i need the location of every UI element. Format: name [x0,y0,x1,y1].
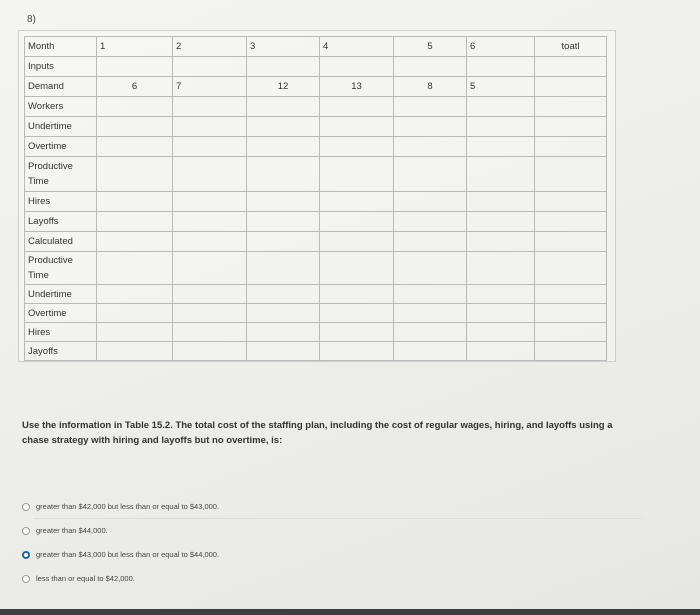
table-cell[interactable] [467,304,535,323]
table-cell[interactable] [320,157,394,192]
table-cell[interactable] [97,97,173,117]
table-cell[interactable]: 8 [394,77,467,97]
table-cell[interactable] [97,157,173,192]
table-cell[interactable] [535,304,607,323]
table-cell[interactable] [173,137,247,157]
row-label: Undertime [25,285,97,304]
question-number: 8) [27,14,36,25]
table-row [25,252,607,285]
header-cell: 4 [320,37,394,57]
table-cell[interactable]: 7 [173,77,247,97]
option-label: less than or equal to $42,000. [36,574,135,583]
table-cell[interactable] [467,232,535,252]
row-label: Inputs [25,57,97,77]
table-cell[interactable] [97,192,173,212]
table-cell[interactable] [173,285,247,304]
table-cell[interactable] [394,97,467,117]
row-label: Productive Time [25,157,97,192]
table-cell[interactable] [394,57,467,77]
table-cell[interactable] [173,323,247,342]
table-cell[interactable] [394,304,467,323]
option-label: greater than $43,000 but less than or equal to $44,000. [36,550,220,559]
table-cell[interactable] [247,304,320,323]
table-cell[interactable] [320,232,394,252]
table-cell[interactable] [247,232,320,252]
row-label: Jayoffs [25,342,97,361]
table-row [25,304,607,323]
table-cell[interactable] [247,285,320,304]
table-cell[interactable] [394,212,467,232]
table-cell[interactable] [97,252,173,285]
table-row [25,342,607,361]
row-label: Overtime [25,137,97,157]
option-label: greater than $44,000. [36,526,108,535]
table-cell[interactable] [467,212,535,232]
table-row [25,323,607,342]
table-cell[interactable] [173,232,247,252]
table-header-row [25,37,607,57]
header-cell: toatl [535,37,607,57]
table-cell[interactable] [535,97,607,117]
table-cell[interactable] [247,117,320,137]
row-label: Calculated [25,232,97,252]
option-label: greater than $42,000 but less than or equal to $43,000. [36,502,220,511]
table-cell[interactable] [173,97,247,117]
table-cell[interactable] [535,192,607,212]
table-cell[interactable] [467,252,535,285]
screen-bottom-edge [0,609,700,615]
table-cell[interactable] [97,117,173,137]
staffing-table [24,36,607,361]
table-row [25,192,607,212]
table-cell[interactable]: 5 [467,77,535,97]
table-cell[interactable] [535,252,607,285]
table-cell[interactable] [247,57,320,77]
table-cell[interactable] [394,342,467,361]
table-cell[interactable] [247,323,320,342]
answer-option[interactable] [22,574,642,583]
table-cell[interactable] [320,97,394,117]
table-cell[interactable] [535,232,607,252]
table-cell[interactable] [247,212,320,232]
answer-option[interactable] [22,550,642,559]
table-cell[interactable] [173,212,247,232]
table-cell[interactable] [535,137,607,157]
table-cell[interactable] [394,192,467,212]
table-cell[interactable] [394,232,467,252]
table-cell[interactable] [247,137,320,157]
table-cell[interactable] [320,304,394,323]
table-cell[interactable] [97,232,173,252]
row-label: Undertime [25,117,97,137]
table-cell[interactable] [467,192,535,212]
table-cell[interactable] [394,252,467,285]
table-row [25,285,607,304]
table-cell[interactable] [394,323,467,342]
table-cell[interactable] [467,285,535,304]
table-cell[interactable] [320,212,394,232]
table-cell[interactable] [247,157,320,192]
table-cell[interactable] [535,342,607,361]
table-cell[interactable] [535,157,607,192]
table-cell[interactable] [247,192,320,212]
table-cell[interactable] [173,304,247,323]
table-cell[interactable]: 12 [247,77,320,97]
table-cell[interactable] [97,57,173,77]
table-cell[interactable] [320,117,394,137]
table-cell[interactable] [320,192,394,212]
table-cell[interactable] [97,137,173,157]
table-cell[interactable] [467,342,535,361]
table-cell[interactable] [173,157,247,192]
table-cell[interactable] [467,57,535,77]
radio-button-selected[interactable] [22,551,30,559]
row-label: Overtime [25,304,97,323]
table-cell[interactable] [394,117,467,137]
table-cell[interactable] [394,285,467,304]
table-cell[interactable] [97,212,173,232]
table-cell[interactable] [535,212,607,232]
table-row [25,77,607,97]
table-cell[interactable] [173,57,247,77]
table-cell[interactable] [320,57,394,77]
row-label: Hires [25,323,97,342]
table-cell[interactable] [467,117,535,137]
table-cell[interactable] [535,285,607,304]
radio-button[interactable] [22,527,30,535]
table-cell[interactable] [467,97,535,117]
table-row [25,97,607,117]
table-row [25,157,607,192]
header-cell: 3 [247,37,320,57]
table-cell[interactable] [467,137,535,157]
table-cell[interactable] [247,342,320,361]
table-cell[interactable] [320,342,394,361]
table-cell[interactable] [394,137,467,157]
header-cell: 5 [394,37,467,57]
table-row [25,117,607,137]
row-label: Productive Time [25,252,97,285]
table-cell[interactable] [535,117,607,137]
table-cell[interactable] [173,342,247,361]
table-cell[interactable] [247,252,320,285]
question-text: Use the information in Table 15.2. The total cost of the staffing plan, including the cost of regular wages, hiring, and layoffs using a chase strategy with hiring and layoffs but no overtime, is: [22,420,613,446]
table-cell[interactable] [535,323,607,342]
table-cell[interactable] [320,252,394,285]
header-cell: 1 [97,37,173,57]
table-row [25,137,607,157]
row-label: Workers [25,97,97,117]
radio-button[interactable] [22,503,30,511]
header-cell: 6 [467,37,535,57]
answer-option[interactable] [22,502,642,511]
answer-option[interactable] [22,526,642,535]
row-label: Layoffs [25,212,97,232]
table-cell[interactable] [535,57,607,77]
table-cell[interactable]: 6 [97,77,173,97]
table-cell[interactable] [97,304,173,323]
table-cell[interactable] [173,117,247,137]
table-cell[interactable] [173,252,247,285]
table-cell[interactable] [535,77,607,97]
row-label: Demand [25,77,97,97]
table-cell[interactable] [394,157,467,192]
table-cell[interactable] [247,97,320,117]
table-cell[interactable] [97,285,173,304]
row-label: Hires [25,192,97,212]
header-cell: Month [25,37,97,57]
table-cell[interactable] [97,323,173,342]
option-divider [34,518,642,519]
table-cell[interactable]: 13 [320,77,394,97]
table-cell[interactable] [320,285,394,304]
table-cell[interactable] [467,323,535,342]
header-cell: 2 [173,37,247,57]
table-cell[interactable] [97,342,173,361]
table-row [25,232,607,252]
table-cell[interactable] [320,323,394,342]
radio-button[interactable] [22,575,30,583]
table-cell[interactable] [467,157,535,192]
table-cell[interactable] [173,192,247,212]
table-row [25,212,607,232]
table-cell[interactable] [320,137,394,157]
table-row [25,57,607,77]
